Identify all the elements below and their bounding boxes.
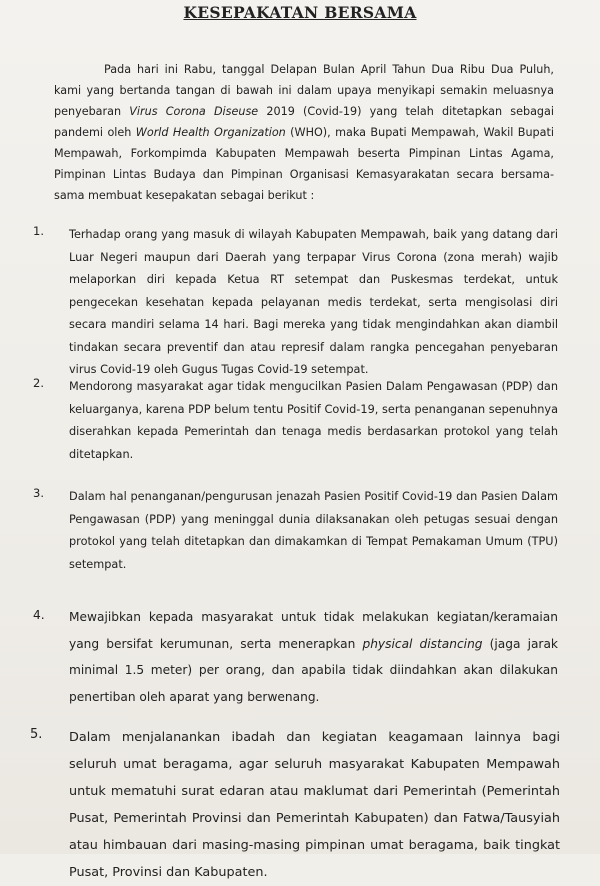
item-text xyxy=(69,604,558,710)
item-number: 5. xyxy=(30,727,43,742)
item-text-part: (jaga jarak minimal 1.5 meter) per orang, dan apabila tidak diindahkan akan dilakukan penertiban oleh aparat yang berwenang. xyxy=(69,636,558,704)
list-item xyxy=(30,724,560,886)
item-number: 3. xyxy=(33,486,44,500)
item-text: Terhadap orang yang masuk di wilayah Kabupaten Mempawah, baik yang datang dari Luar Negeri maupun dari Daerah yang terpapar Virus Corona (zona merah) wajib melaporkan diri kepada Ketua RT setempat dan Puskesmas terdekat, untuk pengecekan kesehatan kepada pelayanan medis terdekat, serta mengisolasi diri secara mandiri selama 14 hari. Bagi mereka yang tidak mengindahkan akan diambil tindakan secara preventif dan atau represif dalam rangka pencegahan penyebaran virus Covid-19 oleh Gugus Tugas Covid-19 setempat. xyxy=(69,228,558,376)
intro-text-3: (WHO), maka Bupati Mempawah, Wakil Bupati Mempawah, Forkompimda Kabupaten Mempawah beserta Pimpinan Lintas Agama, Pimpinan Lintas Budaya dan Pimpinan Organisasi Kemasyarakatan secara bersama-sama membuat kesepakatan sebagai berikut : xyxy=(54,126,555,202)
intro-text-2: 2019 (Covid-19) yang telah ditetapkan sebagai pandemi oleh xyxy=(54,105,554,139)
item-text: Dalam hal penanganan/pengurusan jenazah Pasien Positif Covid-19 dan Pasien Dalam Pengawasan (PDP) yang meninggal dunia dilaksanakan oleh petugas sesuai dengan protokol yang telah ditetapkan dan dimakamkan di Tempat Pemakaman Umum (TPU) setempat. xyxy=(69,490,558,571)
item-italic-part: physical distancing xyxy=(362,636,483,651)
list-item xyxy=(33,376,558,466)
item-text-part: Mewajibkan kepada masyarakat untuk tidak melakukan kegiatan/keramaian yang bersifat kerumunan, serta menerapkan xyxy=(69,610,558,651)
document-title: KESEPAKATAN BERSAMA xyxy=(183,3,417,22)
intro-italic-2: World Health Organization xyxy=(135,126,286,139)
item-number: 1. xyxy=(33,224,44,238)
item-text: Dalam menjalanankan ibadah dan kegiatan keagamaan lainnya bagi seluruh umat beragama, agar seluruh masyarakat Kabupaten Mempawah untuk mematuhi surat edaran atau maklumat dari Pemerintah (Pemerintah Pusat, Pemerintah Provinsi dan Pemerintah Kabupaten) dan Fatwa/Tausyiah atau himbauan dari masing-masing pimpinan umat beragama, baik tingkat Pusat, Provinsi dan Kabupaten. xyxy=(69,730,560,880)
item-number: 4. xyxy=(33,608,45,622)
list-item xyxy=(33,604,558,710)
item-text: Mendorong masyarakat agar tidak mengucilkan Pasien Dalam Pengawasan (PDP) dan keluarganya, karena PDP belum tentu Positif Covid-19, serta penanganan sepenuhnya diserahkan kepada Pemerintah dan tenaga medis berdasarkan protokol yang telah ditetapkan. xyxy=(69,380,558,461)
intro-italic-1: Virus Corona Diseuse xyxy=(129,105,259,118)
list-item xyxy=(33,486,558,576)
intro-text-1: Pada hari ini Rabu, tanggal Delapan Bulan April Tahun Dua Ribu Dua Puluh, kami yang bertanda tangan di bawah ini dalam upaya menyikapi semakin meluasnya penyebaran xyxy=(54,63,554,118)
list-item xyxy=(33,224,558,382)
intro-paragraph xyxy=(54,59,554,206)
item-number: 2. xyxy=(33,376,44,390)
